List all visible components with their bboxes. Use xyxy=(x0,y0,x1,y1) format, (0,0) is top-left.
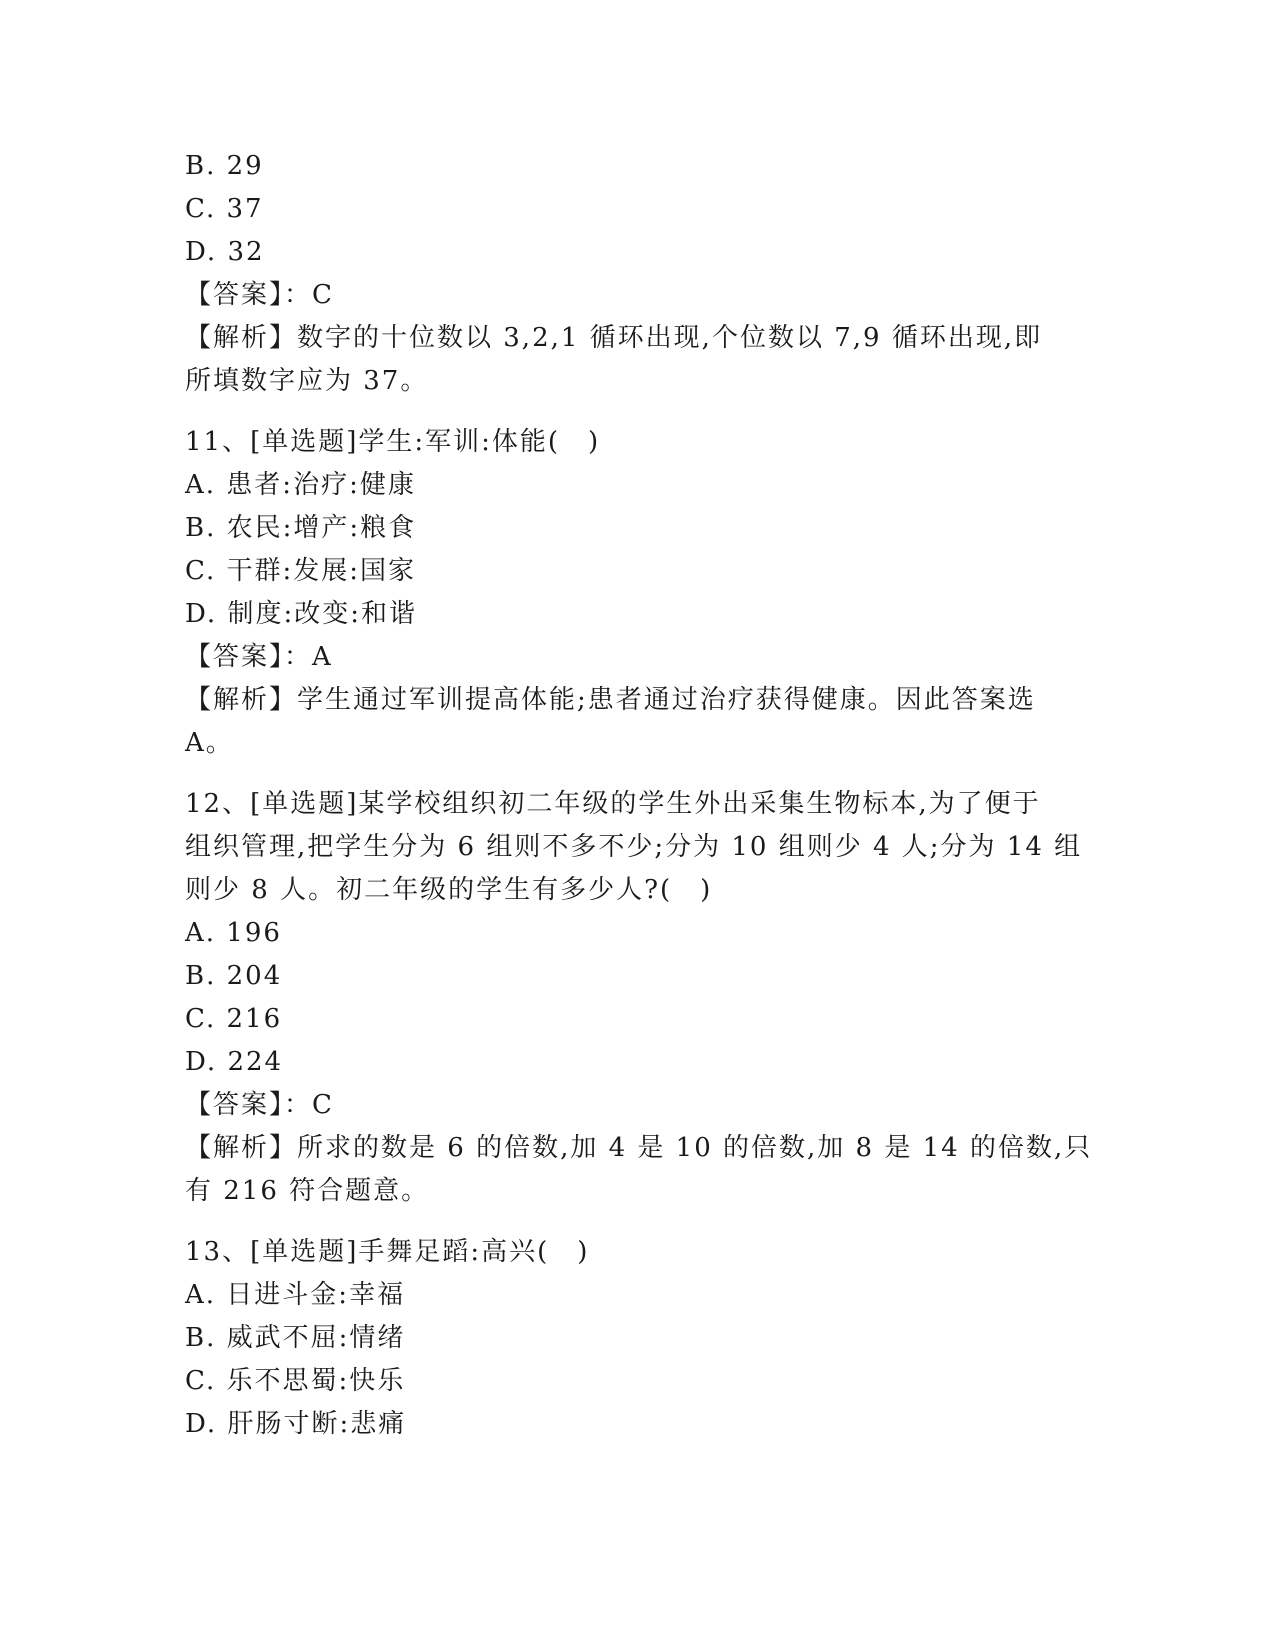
q13-option-c: C. 乐不思蜀:快乐 xyxy=(185,1366,406,1396)
q10-analysis-line-2: 所填数字应为 37。 xyxy=(185,366,429,396)
q12-option-b: B. 204 xyxy=(185,961,283,991)
q11-analysis-line-1: 【解析】学生通过军训提高体能;患者通过治疗获得健康。因此答案选 xyxy=(185,685,1036,715)
question-13-block xyxy=(185,1231,1085,1446)
q11-question: 11、[单选题]学生:军训:体能( ) xyxy=(185,427,601,457)
q10-option-b: B. 29 xyxy=(185,151,264,181)
document-page xyxy=(185,145,1093,1446)
question-11-block xyxy=(185,421,1085,765)
spacer xyxy=(185,403,1085,421)
q12-question-line-1: 12、[单选题]某学校组织初二年级的学生外出采集生物标本,为了便于 xyxy=(185,789,1041,819)
q12-option-a: A. 196 xyxy=(185,918,282,948)
q11-option-a: A. 患者:治疗:健康 xyxy=(185,470,416,500)
q11-option-c: C. 干群:发展:国家 xyxy=(185,556,417,586)
spacer xyxy=(185,1213,1085,1231)
question-12-block xyxy=(185,783,1093,1213)
q12-option-c: C. 216 xyxy=(185,1004,283,1034)
q10-option-c: C. 37 xyxy=(185,194,264,224)
q10-analysis-line-1: 【解析】数字的十位数以 3,2,1 循环出现,个位数以 7,9 循环出现,即 xyxy=(185,323,1043,353)
q11-option-d: D. 制度:改变:和谐 xyxy=(185,599,417,629)
question-10-block xyxy=(185,145,1085,403)
q11-analysis-line-2: A。 xyxy=(185,728,234,758)
q12-answer: 【答案】：C xyxy=(185,1090,334,1120)
q12-option-d: D. 224 xyxy=(185,1047,284,1077)
spacer xyxy=(185,765,1085,783)
q13-question: 13、[单选题]手舞足蹈:高兴( ) xyxy=(185,1237,590,1267)
q13-option-d: D. 肝肠寸断:悲痛 xyxy=(185,1409,407,1439)
q10-answer: 【答案】：C xyxy=(185,280,334,310)
q10-option-d: D. 32 xyxy=(185,237,265,267)
q11-option-b: B. 农民:增产:粮食 xyxy=(185,513,417,543)
q11-answer: 【答案】：A xyxy=(185,642,333,672)
q12-question-line-3: 则少 8 人。初二年级的学生有多少人?( ) xyxy=(185,875,713,905)
q12-question-line-2: 组织管理,把学生分为 6 组则不多不少;分为 10 组则少 4 人;分为 14 组 xyxy=(185,832,1083,862)
q13-option-b: B. 威武不屈:情绪 xyxy=(185,1323,406,1353)
q12-analysis-line-1: 【解析】所求的数是 6 的倍数,加 4 是 10 的倍数,加 8 是 14 的倍数,只 xyxy=(185,1133,1093,1163)
q12-analysis-line-2: 有 216 符合题意。 xyxy=(185,1176,430,1206)
q13-option-a: A. 日进斗金:幸福 xyxy=(185,1280,406,1310)
